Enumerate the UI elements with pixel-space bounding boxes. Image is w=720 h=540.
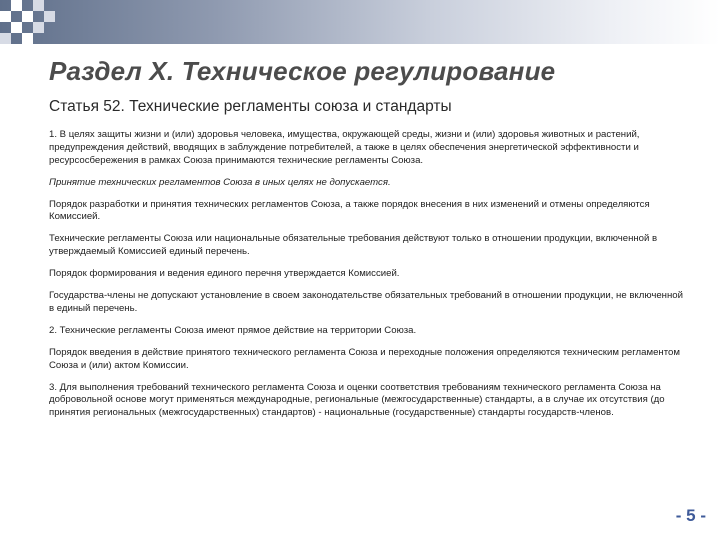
paragraph: Технические регламенты Союза или национальные обязательные требования действуют только в отношении продукции, включенной в утверждаемый Комиссией единый перечень. — [49, 233, 658, 258]
checker-pattern-decoration — [0, 0, 56, 44]
paragraph: 1. В целях защиты жизни и (или) здоровья человека, имущества, окружающей среды, жизни и (или) здоровья животных и растений, предупреждения действий, вводящих в заблуждение потребителей, а также в целях обеспечения энергетической эффективности и ресурсосбережения в рамках Союза принимаются технические регламенты Союза. — [49, 129, 640, 166]
page-number: - 5 - — [675, 506, 706, 525]
header-gradient-band — [0, 0, 720, 44]
article-subtitle: Статья 52. Технические регламенты союза и стандарты — [49, 98, 452, 115]
paragraph: Принятие технических регламентов Союза в иных целях не допускается. — [49, 176, 391, 188]
slide-title: Раздел X. Техническое регулирование — [49, 56, 556, 86]
paragraph: Государства-члены не допускают установление в своем законодательстве обязательных требований в отношении продукции, не включенной в единый перечень. — [49, 290, 683, 314]
article-body — [49, 129, 689, 429]
paragraph: Порядок формирования и ведения единого перечня утверждается Комиссией. — [49, 268, 400, 280]
paragraph: 2. Технические регламенты Союза имеют прямое действие на территории Союза. — [49, 324, 417, 336]
paragraph: Порядок разработки и принятия технических регламентов Союза, а также порядок внесения в них изменений и отмены определяются Комиссией. — [49, 198, 650, 223]
paragraph: Порядок введения в действие принятого технического регламента Союза и переходные положения определяются техническим регламентом Союза и (или) актом Комиссии. — [49, 346, 680, 371]
paragraph: 3. Для выполнения требований технического регламента Союза и оценки соответствия требованиям технического регламента Союза на добровольной основе могут применяться международные, региональные (межгосударственные) стандарты, а в случае их отсутствия (до принятия региональных (межгосударственных) стандартов) - национальные (государственные) стандарты государств-членов. — [49, 381, 665, 419]
